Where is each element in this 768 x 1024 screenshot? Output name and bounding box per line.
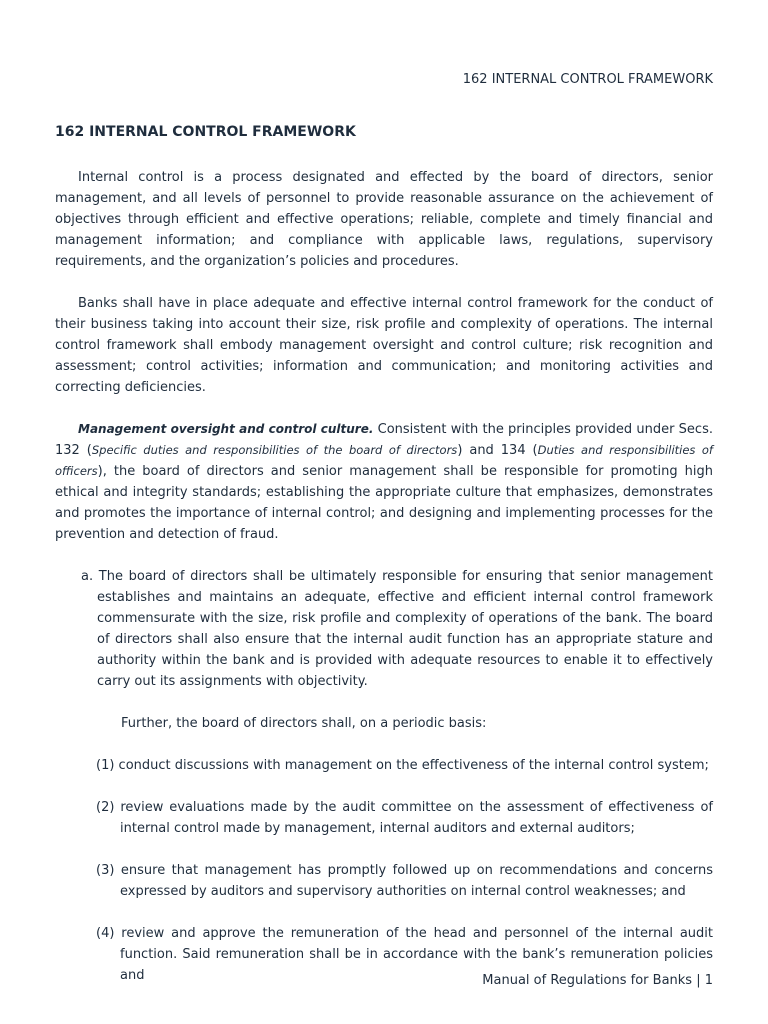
paragraph-text: ), the board of directors and senior management shall be responsible for promoting high ethical and integrity standards; establishing the appropriate culture that emphasizes, demonstrates and promotes the importance of internal control; and designing and implementing processes for the prevention and detection of fraud.: [55, 464, 713, 542]
sub-item-1: (1) conduct discussions with management on the effectiveness of the internal control system;: [96, 758, 709, 773]
further-intro: Further, the board of directors shall, on a periodic basis:: [121, 716, 487, 731]
document-body: [55, 167, 713, 1007]
paragraph-management-oversight: [55, 419, 713, 545]
paragraph-heading: Management oversight and control culture.: [78, 422, 374, 436]
page-title: 162 INTERNAL CONTROL FRAMEWORK: [55, 124, 356, 140]
sub-item-3: (3) ensure that management has promptly followed up on recommendations and concerns expressed by auditors and supervisory authorities on internal control weaknesses; and: [96, 863, 713, 899]
paragraph-text: Consistent with the principles provided under Secs. 132 (: [55, 422, 713, 458]
page-footer: Manual of Regulations for Banks | 1: [482, 973, 713, 988]
list-item-a: a. The board of directors shall be ultimately responsible for ensuring that senior management establishes and maintains an adequate, effective and efficient internal control framework commensurate with the size, risk profile and complexity of operations of the bank. The board of directors shall also ensure that the internal audit function has an appropriate stature and authority within the bank and is provided with adequate resources to enable it to effectively carry out its assignments with objectivity.: [81, 569, 713, 689]
running-header: 162 INTERNAL CONTROL FRAMEWORK: [462, 72, 713, 87]
sub-item-4: (4) review and approve the remuneration of the head and personnel of the internal audit function. Said remuneration shall be in accordance with the bank’s remuneration policies and: [96, 926, 713, 983]
paragraph-text: ) and 134 (: [457, 443, 538, 458]
section-reference: Duties and responsibilities of officers: [55, 443, 713, 478]
sub-item-2: (2) review evaluations made by the audit committee on the assessment of effectiveness of internal control made by management, internal auditors and external auditors;: [96, 800, 713, 836]
paragraph-framework: Banks shall have in place adequate and effective internal control framework for the conduct of their business taking into account their size, risk profile and complexity of operations. The internal control framework shall embody management oversight and control culture; risk recognition and assessment; control activities; information and communication; and monitoring activities and correcting deficiencies.: [55, 296, 713, 395]
paragraph-definition: Internal control is a process designated and effected by the board of directors, senior management, and all levels of personnel to provide reasonable assurance on the achievement of objectives through efficient and effective operations; reliable, complete and timely financial and management information; and compliance with applicable laws, regulations, supervisory requirements, and the organization’s policies and procedures.: [55, 170, 713, 269]
section-reference: Specific duties and responsibilities of the board of directors: [91, 443, 458, 457]
